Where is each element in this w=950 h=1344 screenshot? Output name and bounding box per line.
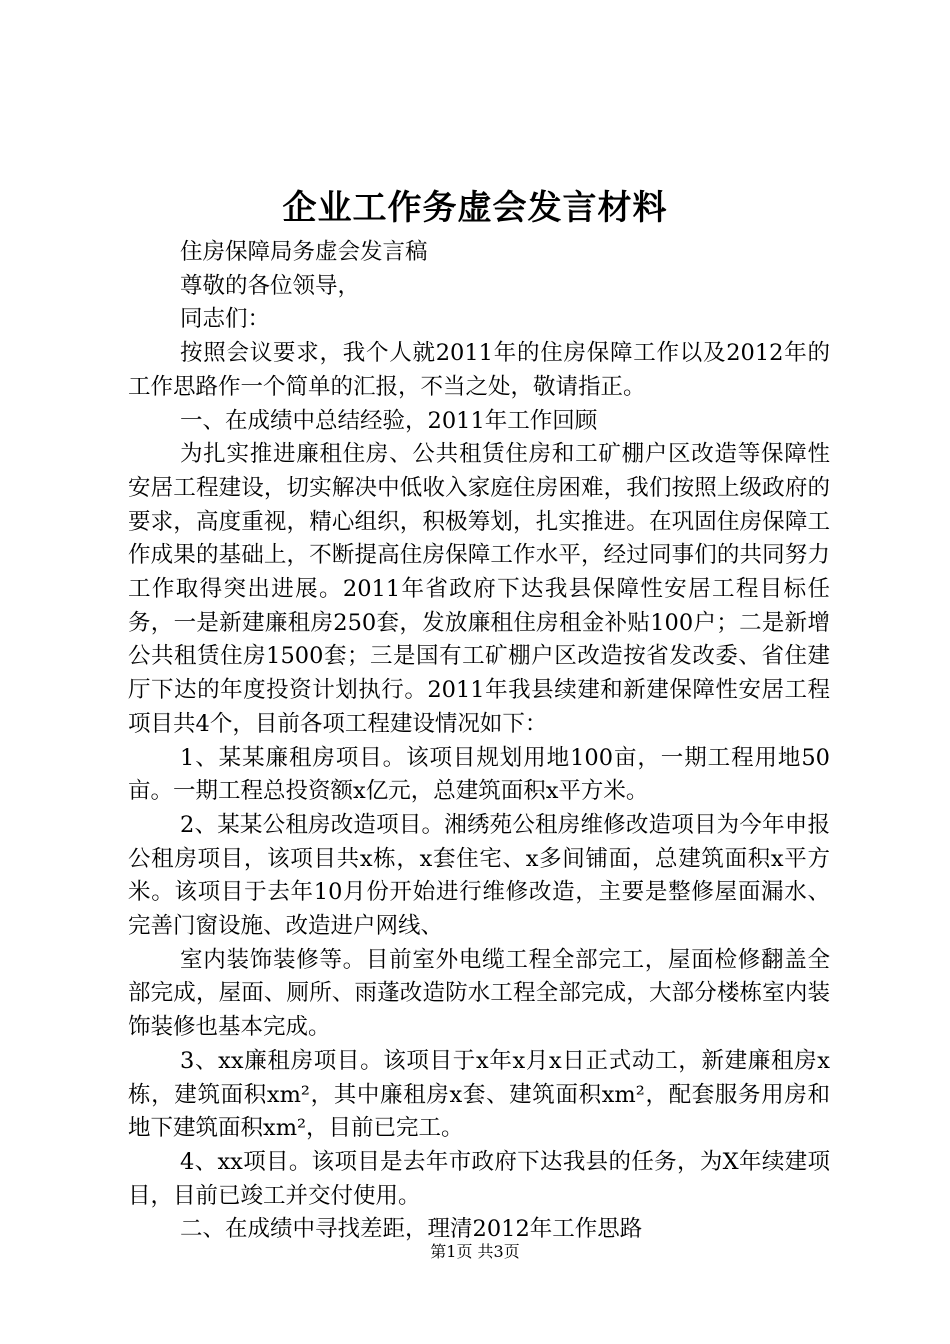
paragraph: 2、某某公租房改造项目。湘绣苑公租房维修改造项目为今年申报公租房项目，该项目共x栋，x套住宅、x多间铺面，总建筑面积x平方米。该项目于去年10月份开始进行维修改造，主要是整修屋面漏水、完善门窗设施、改造进户网线、 <box>128 811 830 940</box>
paragraph: 4、xx项目。该项目是去年市政府下达我县的任务，为X年续建项目，目前已竣工并交付使用。 <box>128 1148 830 1209</box>
paragraph: 按照会议要求，我个人就2011年的住房保障工作以及2012年的工作思路作一个简单的汇报，不当之处，敬请指正。 <box>128 340 830 400</box>
paragraph: 3、xx廉租房项目。该项目于x年x月x日正式动工，新建廉租房x栋，建筑面积xm²，其中廉租房x套、建筑面积xm²，配套服务用房和地下建筑面积xm²，目前已完工。 <box>128 1047 830 1142</box>
page-number-footer: 第1页 共3页 <box>430 1242 520 1261</box>
document-body <box>128 236 830 1247</box>
paragraph: 同志们： <box>180 306 271 333</box>
section-heading: 二、在成绩中寻找差距，理清2012年工作思路 <box>180 1216 643 1243</box>
paragraph: 室内装饰装修等。目前室外电缆工程全部完工，屋面检修翻盖全部完成，屋面、厕所、雨蓬改造防水工程全部完成，大部分楼栋室内装饰装修也基本完成。 <box>128 946 830 1041</box>
paragraph: 为扎实推进廉租住房、公共租赁住房和工矿棚户区改造等保障性安居工程建设，切实解决中低收入家庭住房困难，我们按照上级政府的要求，高度重视，精心组织，积极筹划，扎实推进。在巩固住房保障工作成果的基础上，不断提高住房保障工作水平，经过同事们的共同努力工作取得突出进展。2011年省政府下达我县保障性安居工程目标任务，一是新建廉租房250套，发放廉租住房租金补贴100户；二是新增公共租赁住房1500套；三是国有工矿棚户区改造按省发改委、省住建厅下达的年度投资计划执行。2011年我县续建和新建保障性安居工程项目共4个，目前各项工程建设情况如下： <box>128 441 830 737</box>
paragraph: 尊敬的各位领导， <box>180 272 361 299</box>
paragraph: 1、某某廉租房项目。该项目规划用地100亩，一期工程用地50亩。一期工程总投资额x亿元，总建筑面积x平方米。 <box>128 744 830 805</box>
section-heading: 一、在成绩中总结经验，2011年工作回顾 <box>180 407 598 434</box>
paragraph: 住房保障局务虚会发言稿 <box>180 239 428 265</box>
document-title: 企业工作务虚会发言材料 <box>282 188 668 228</box>
